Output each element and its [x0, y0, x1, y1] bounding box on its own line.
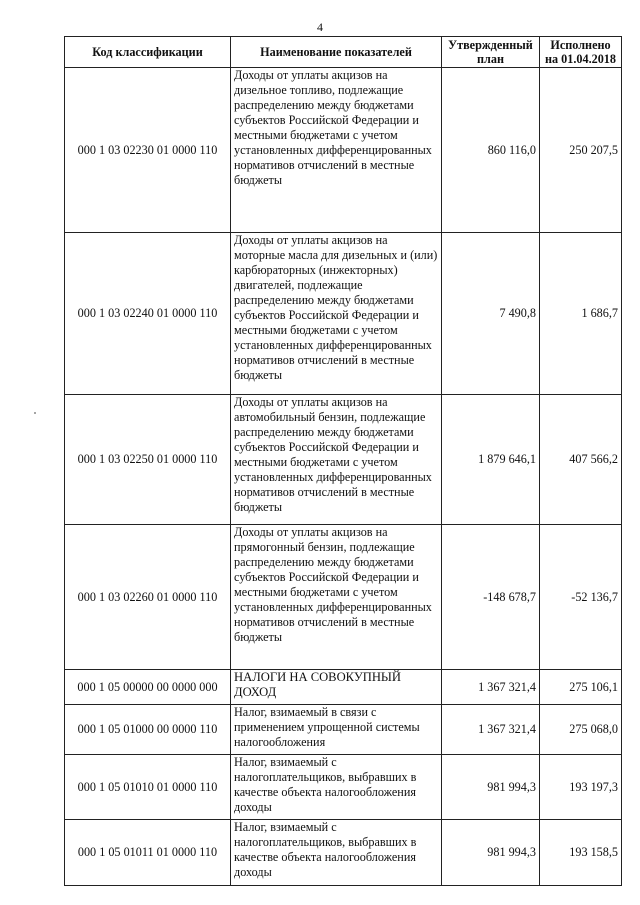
header-executed: Исполнено на 01.04.2018	[540, 37, 622, 68]
row-executed: 250 207,5	[540, 68, 622, 233]
header-name: Наименование показателей	[231, 37, 442, 68]
table-row	[65, 68, 622, 233]
row-name: Налог, взимаемый с налогоплательщиков, выбравших в качестве объекта налогообложения доходы	[231, 755, 442, 820]
row-name: Доходы от уплаты акцизов на прямогонный бензин, подлежащие распределению между бюджетами субъектов Российской Федерации и местными бюджетами с учетом установленных дифференцированных нормативов отчислений в местные бюджеты	[231, 525, 442, 670]
row-executed: 407 566,2	[540, 395, 622, 525]
row-code: 000 1 03 02260 01 0000 110	[65, 525, 231, 670]
table-row	[65, 670, 622, 705]
row-plan: 981 994,3	[442, 755, 540, 820]
row-plan: 1 367 321,4	[442, 705, 540, 755]
table-row	[65, 705, 622, 755]
budget-table	[64, 36, 622, 886]
page-number: 4	[317, 20, 323, 34]
scan-speck	[34, 412, 36, 414]
row-executed: 193 158,5	[540, 820, 622, 886]
row-name: Налог, взимаемый в связи с применением упрощенной системы налогообложения	[231, 705, 442, 755]
row-code: 000 1 05 00000 00 0000 000	[65, 670, 231, 705]
row-code: 000 1 05 01000 00 0000 110	[65, 705, 231, 755]
table-header-row	[65, 37, 622, 68]
row-plan: 1 879 646,1	[442, 395, 540, 525]
row-executed: 193 197,3	[540, 755, 622, 820]
row-executed: 1 686,7	[540, 233, 622, 395]
row-code: 000 1 05 01011 01 0000 110	[65, 820, 231, 886]
row-name: НАЛОГИ НА СОВОКУПНЫЙ ДОХОД	[231, 670, 442, 705]
row-executed: -52 136,7	[540, 525, 622, 670]
row-executed: 275 106,1	[540, 670, 622, 705]
row-name: Доходы от уплаты акцизов на моторные масла для дизельных и (или) карбюраторных (инжекторных) двигателей, подлежащие распределению между бюджетами субъектов Российской Федерации и местными бюджетами с учетом установленных дифференцированных нормативов отчислений в местные бюджеты	[231, 233, 442, 395]
row-code: 000 1 03 02240 01 0000 110	[65, 233, 231, 395]
table-row	[65, 395, 622, 525]
row-code: 000 1 03 02230 01 0000 110	[65, 68, 231, 233]
row-code: 000 1 05 01010 01 0000 110	[65, 755, 231, 820]
row-code: 000 1 03 02250 01 0000 110	[65, 395, 231, 525]
row-executed: 275 068,0	[540, 705, 622, 755]
table-row	[65, 525, 622, 670]
row-plan: -148 678,7	[442, 525, 540, 670]
header-plan: Утвержденный план	[442, 37, 540, 68]
row-plan: 1 367 321,4	[442, 670, 540, 705]
row-name: Доходы от уплаты акцизов на автомобильный бензин, подлежащие распределению между бюджетами субъектов Российской Федерации и местными бюджетами с учетом установленных дифференцированных нормативов отчислений в местные бюджеты	[231, 395, 442, 525]
table-row	[65, 233, 622, 395]
row-name: Доходы от уплаты акцизов на дизельное топливо, подлежащие распределению между бюджетами субъектов Российской Федерации и местными бюджетами с учетом установленных дифференцированных нормативов отчислений в местные бюджеты	[231, 68, 442, 233]
table-row	[65, 755, 622, 820]
row-plan: 981 994,3	[442, 820, 540, 886]
table-row	[65, 820, 622, 886]
header-code: Код классификации	[65, 37, 231, 68]
row-plan: 7 490,8	[442, 233, 540, 395]
row-name: Налог, взимаемый с налогоплательщиков, выбравших в качестве объекта налогообложения доходы	[231, 820, 442, 886]
row-plan: 860 116,0	[442, 68, 540, 233]
